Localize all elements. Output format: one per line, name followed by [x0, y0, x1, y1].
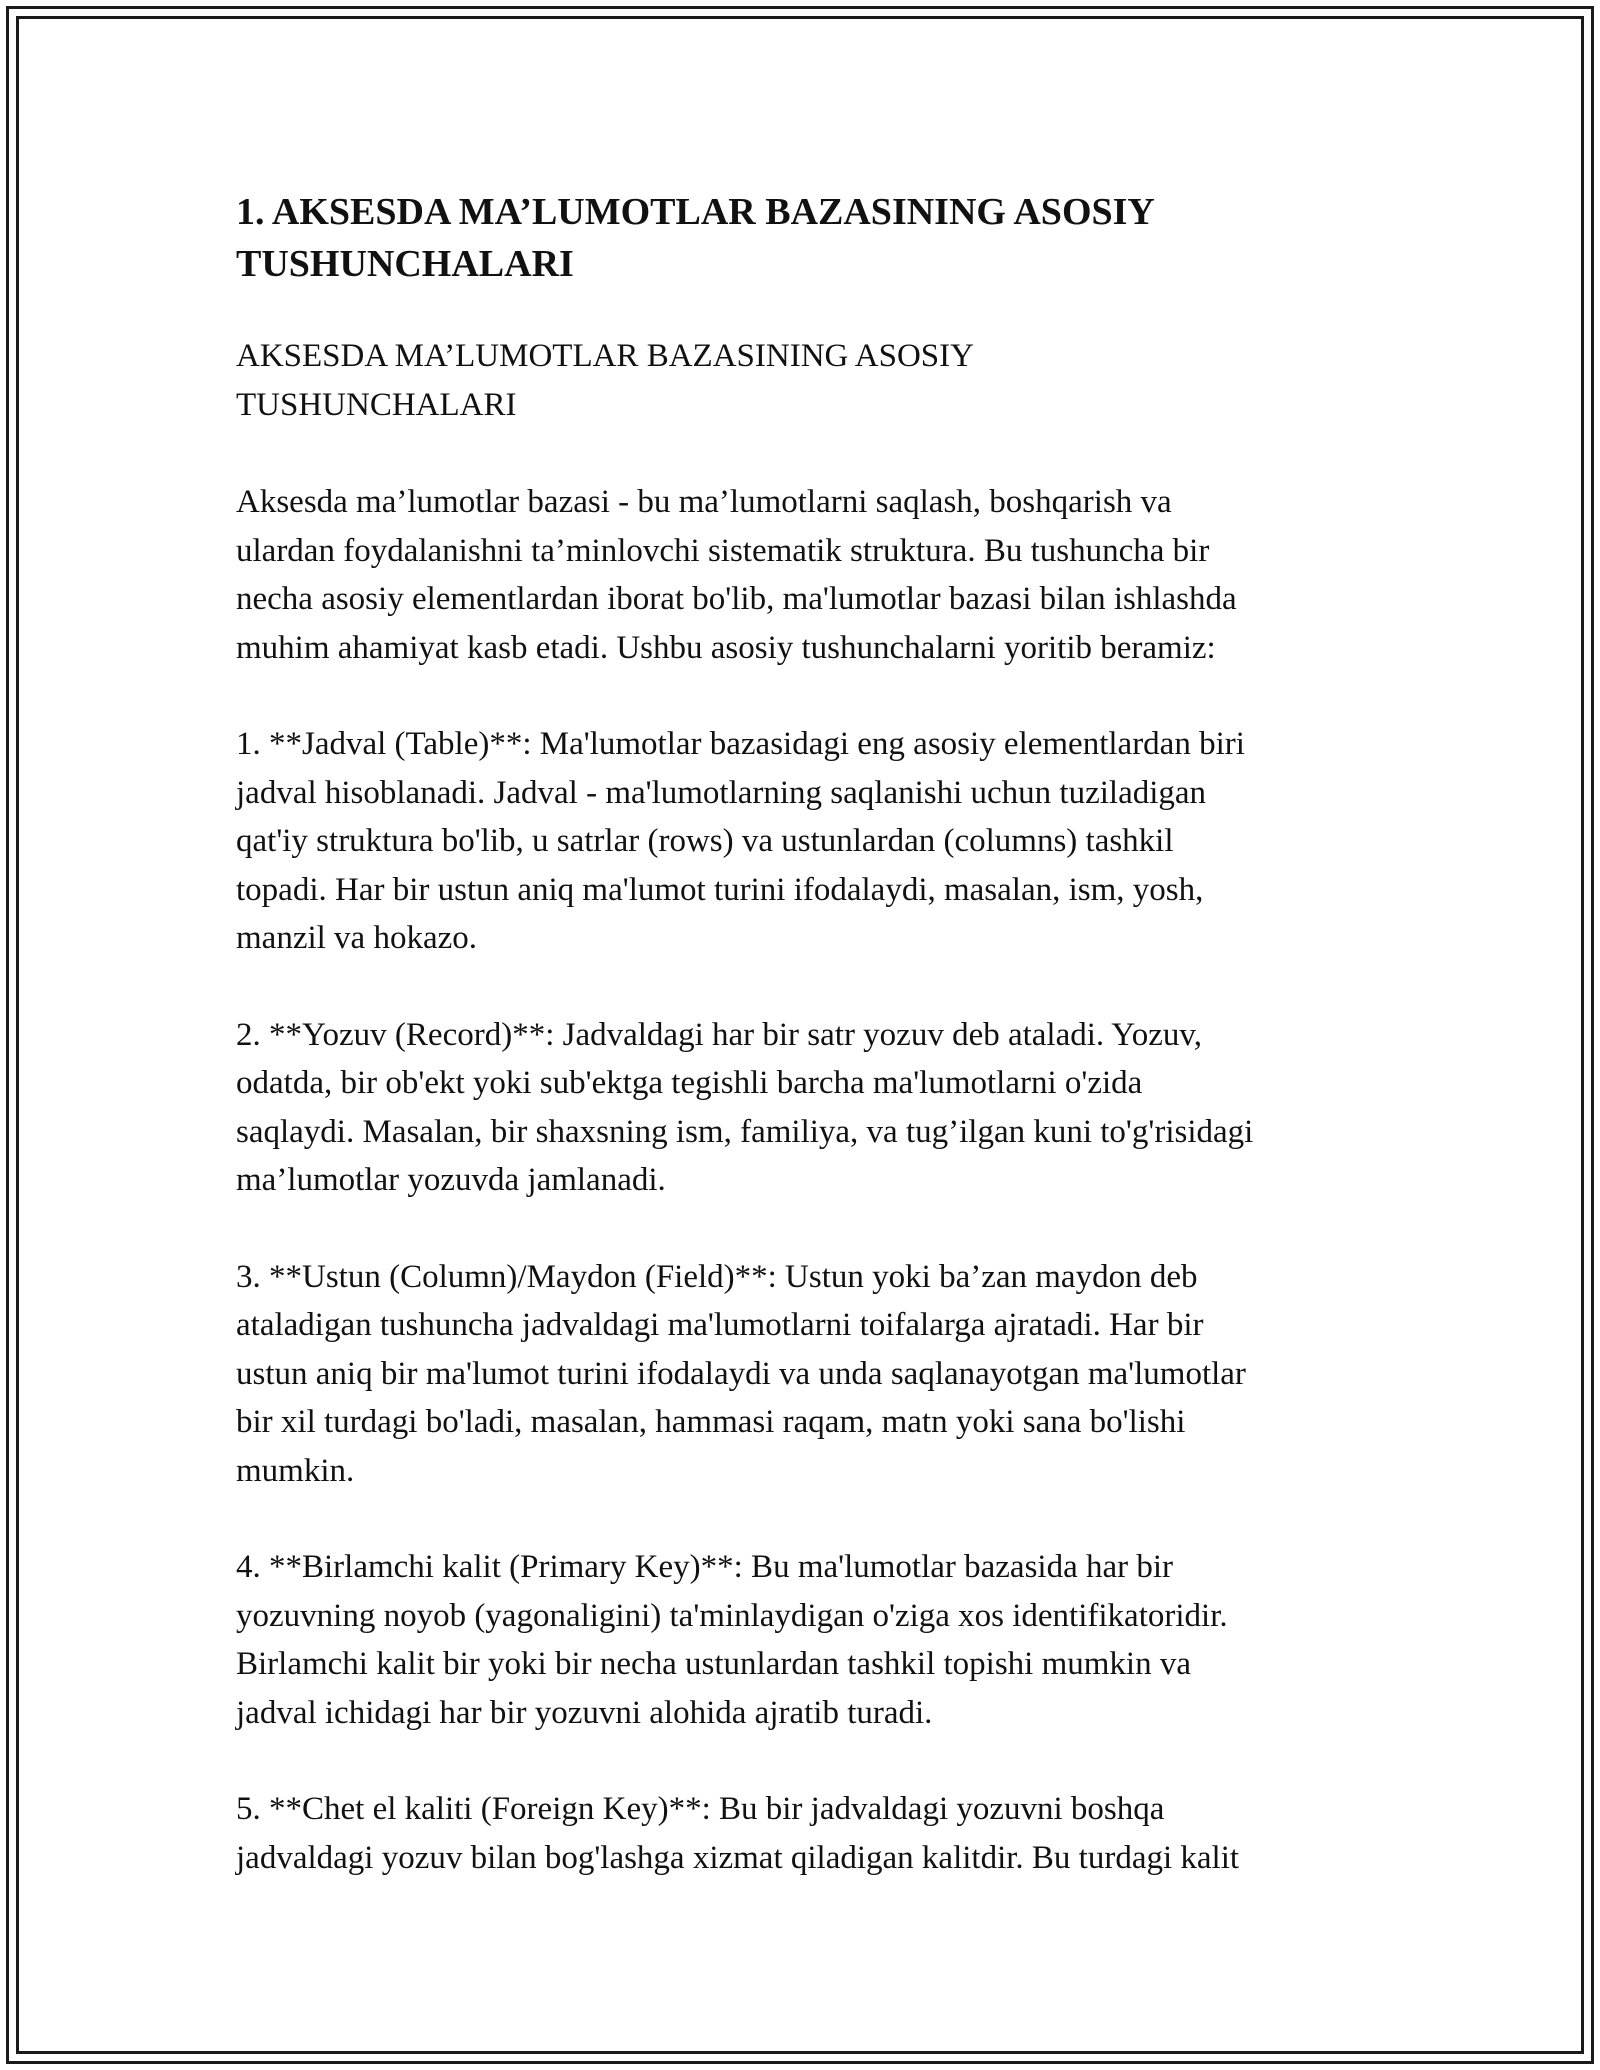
- paragraph-foreign-key: [236, 1785, 1386, 1882]
- paragraph-intro: [236, 478, 1386, 672]
- text-line: muhim ahamiyat kasb etadi. Ushbu asosiy tushunchalarni yoritib beramiz:: [236, 629, 1216, 666]
- text-line: jadval hisoblanadi. Jadval - ma'lumotlarning saqlanishi uchun tuziladigan: [236, 774, 1207, 811]
- text-line: ulardan foydalanishni ta’minlovchi sistematik struktura. Bu tushuncha bir: [236, 532, 1210, 569]
- text-line: ustun aniq bir ma'lumot turini ifodalaydi va unda saqlanayotgan ma'lumotlar: [236, 1355, 1246, 1392]
- text-line: topadi. Har bir ustun aniq ma'lumot turini ifodalaydi, masalan, ism, yosh,: [236, 871, 1204, 908]
- text-line: saqlaydi. Masalan, bir shaxsning ism, familiya, va tug’ilgan kuni to'g'risidagi: [236, 1113, 1254, 1150]
- subheading-line: TUSHUNCHALARI: [236, 387, 517, 423]
- document-body: [236, 186, 1386, 1882]
- text-line: ataladigan tushuncha jadvaldagi ma'lumotlarni toifalarga ajratadi. Har bir: [236, 1307, 1204, 1343]
- text-line: Birlamchi kalit bir yoki bir necha ustunlardan tashkil topishi mumkin va: [236, 1646, 1192, 1682]
- paragraph-table: [236, 720, 1386, 963]
- subheading-line: AKSESDA MA’LUMOTLAR BAZASINING ASOSIY: [236, 338, 974, 374]
- paragraph-record: [236, 1011, 1386, 1205]
- text-line: jadval ichidagi har bir yozuvni alohida ajratib turadi.: [236, 1694, 933, 1731]
- paragraph-primary-key: [236, 1543, 1386, 1737]
- text-line: 4. **Birlamchi kalit (Primary Key)**: Bu ma'lumotlar bazasida har bir: [236, 1549, 1174, 1585]
- text-line: qat'iy struktura bo'lib, u satrlar (rows) va ustunlardan (columns) tashkil: [236, 823, 1174, 859]
- text-line: yozuvning noyob (yagonaligini) ta'minlaydigan o'ziga xos identifikatoridir.: [236, 1597, 1228, 1634]
- text-line: manzil va hokazo.: [236, 920, 477, 956]
- text-line: 5. **Chet el kaliti (Foreign Key)**: Bu bir jadvaldagi yozuvni boshqa: [236, 1791, 1165, 1827]
- text-line: bir xil turdagi bo'ladi, masalan, hammasi raqam, matn yoki sana bo'lishi: [236, 1404, 1186, 1440]
- text-line: jadvaldagi yozuv bilan bog'lashga xizmat qiladigan kalitdir. Bu turdagi kalit: [236, 1839, 1240, 1876]
- text-line: 2. **Yozuv (Record)**: Jadvaldagi har bir satr yozuv deb ataladi. Yozuv,: [236, 1016, 1202, 1053]
- document-heading: [236, 186, 1386, 290]
- text-line: 1. **Jadval (Table)**: Ma'lumotlar bazasidagi eng asosiy elementlardan biri: [236, 726, 1245, 762]
- heading-line: TUSHUNCHALARI: [236, 243, 574, 285]
- paragraph-column: [236, 1253, 1386, 1496]
- text-line: mumkin.: [236, 1452, 355, 1489]
- heading-line: 1. AKSESDA MA’LUMOTLAR BAZASINING ASOSIY: [236, 191, 1155, 233]
- text-line: odatda, bir ob'ekt yoki sub'ektga tegishli barcha ma'lumotlarni o'zida: [236, 1065, 1143, 1101]
- text-line: 3. **Ustun (Column)/Maydon (Field)**: Ustun yoki ba’zan maydon deb: [236, 1258, 1198, 1295]
- text-line: Aksesda ma’lumotlar bazasi - bu ma’lumotlarni saqlash, boshqarish va: [236, 484, 1172, 520]
- document-subheading: [236, 332, 1386, 430]
- text-line: ma’lumotlar yozuvda jamlanadi.: [236, 1162, 666, 1198]
- text-line: necha asosiy elementlardan iborat bo'lib, ma'lumotlar bazasi bilan ishlashda: [236, 581, 1237, 617]
